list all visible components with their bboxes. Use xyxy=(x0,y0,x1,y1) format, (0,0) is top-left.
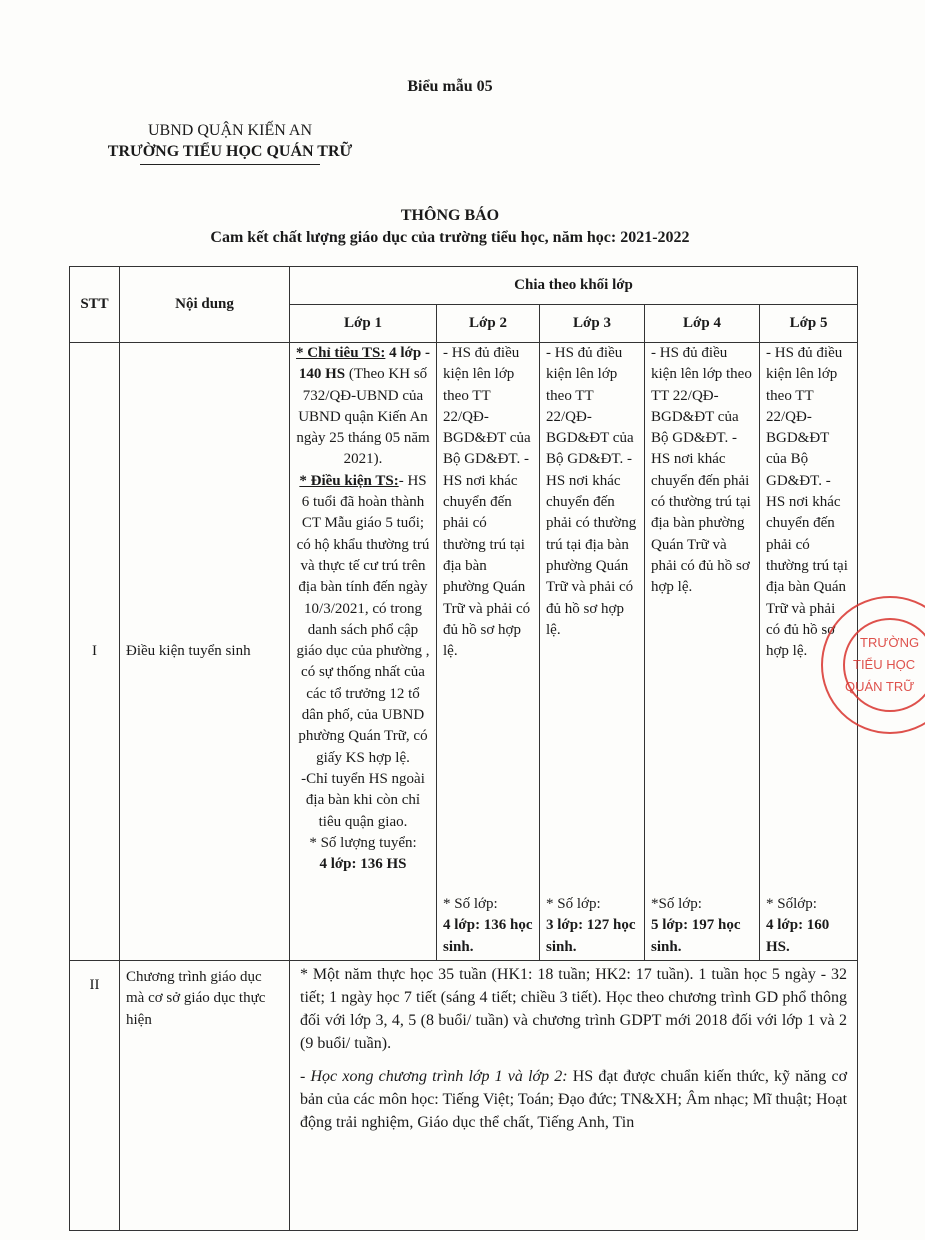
header-grade-2: Lớp 2 xyxy=(437,305,540,343)
grade-4-count-value: 5 lớp: 197 học sinh. xyxy=(651,917,741,955)
row1-grade-3 xyxy=(540,343,645,961)
title-sub: Cam kết chất lượng giáo dục của trường tiểu học, năm học: 2021-2022 xyxy=(210,229,690,246)
outside-area-note: -Chỉ tuyển HS ngoài địa bàn khi còn chỉ tiêu quận giao. xyxy=(301,770,425,830)
title-main: THÔNG BÁO xyxy=(400,207,500,224)
curriculum-p2-text: HS đạt được chuẩn kiến thức, kỹ năng cơ bản của các môn học: Tiếng Việt; Toán; Đạo đức; TN&XH; Âm nhạc; Mĩ thuật; Hoạt động trải nghiệm, Giáo dục thể chất, Tiếng Anh, Tin xyxy=(300,1068,848,1131)
document-title xyxy=(0,205,900,249)
grade-3-conditions: - HS đủ điều kiện lên lớp theo TT 22/QĐ-BGD&ĐT của Bộ GD&ĐT. - HS nơi khác chuyển đến phải có thường trú tại địa bàn phường Quán Trữ và phải có đủ hồ sơ hợp lệ. xyxy=(546,345,637,638)
row2-stt: II xyxy=(70,961,120,1231)
quota-label: * Chỉ tiêu TS: xyxy=(296,345,386,361)
enrolled-label: * Số lượng tuyển: xyxy=(309,834,417,851)
table-row-admission xyxy=(70,343,858,961)
row1-stt: I xyxy=(70,343,120,961)
row1-grade-5 xyxy=(760,343,858,961)
row1-content: Điều kiện tuyển sinh xyxy=(120,343,290,961)
form-number: Biểu mẫu 05 xyxy=(407,78,493,95)
header-grade-group: Chia theo khối lớp xyxy=(290,267,858,305)
commitment-table xyxy=(69,266,858,1231)
school-name: TRƯỜNG TIỂU HỌC QUÁN TRỮ xyxy=(107,143,353,160)
curriculum-paragraph-2 xyxy=(300,1065,847,1134)
row2-description xyxy=(290,961,858,1231)
conditions-label: * Điều kiện TS: xyxy=(299,472,399,489)
grade-3-count-value: 3 lớp: 127 học sinh. xyxy=(546,917,636,955)
grade-5-conditions: - HS đủ điều kiện lên lớp theo TT 22/QĐ-BGD&ĐT của Bộ GD&ĐT. - HS nơi khác chuyển đến phải có thường trú tại địa bàn Quán Trữ và phải có đủ hồ sơ hợp lệ. xyxy=(766,345,848,660)
grade-5-count-value: 4 lớp: 160 HS. xyxy=(766,917,830,955)
quota-value: 4 lớp - 140 HS xyxy=(298,345,430,383)
curriculum-paragraph-1: * Một năm thực học 35 tuần (HK1: 18 tuần; HK2: 17 tuần). 1 tuần học 5 ngày - 32 tiết; 1 ngày học 7 tiết (sáng 4 tiết; chiều 3 tiết). Học theo chương trình GD phổ thông đối với lớp 3, 4, 5 (8 buổi/ tuần) và chương trình GDPT mới 2018 đối với lớp 1 và 2 (9 buổi/ tuần). xyxy=(300,966,848,1052)
quota-note: (Theo KH số 732/QĐ-UBND của UBND quận Kiến An ngày 25 tháng 05 năm 2021). xyxy=(296,366,430,468)
grade-3-count-label: * Số lớp: xyxy=(546,896,601,913)
grade-2-conditions: - HS đủ điều kiện lên lớp theo TT 22/QĐ-BGD&ĐT của Bộ GD&ĐT. - HS nơi khác chuyển đến phải có thường trú tại địa bàn phường Quán Trữ và phải có đủ hồ sơ hợp lệ. xyxy=(443,345,531,660)
grade-4-count-label: *Số lớp: xyxy=(651,896,702,913)
header-grade-3: Lớp 3 xyxy=(540,305,645,343)
agency-header xyxy=(80,120,380,165)
conditions-text: - HS 6 tuổi đã hoàn thành CT Mẫu giáo 5 tuổi; có hộ khẩu thường trú và thực tế cư trú trên địa bàn tính đến ngày 10/3/2021, có trong danh sách phổ cập giáo dục của phường , có sự thống nhất của các tổ trưởng 12 tổ dân phố, của UBND phường Quán Trữ, có giấy KS hợp lệ. xyxy=(296,472,430,766)
header-grade-5: Lớp 5 xyxy=(760,305,858,343)
agency-name: UBND QUẬN KIẾN AN xyxy=(148,122,312,139)
stamp-text-3: QUÁN TRỮ xyxy=(845,679,915,694)
header-grade-4: Lớp 4 xyxy=(645,305,760,343)
header-underline xyxy=(140,164,320,165)
row2-content: Chương trình giáo dục mà cơ sở giáo dục thực hiện xyxy=(120,961,290,1231)
enrolled-value: 4 lớp: 136 HS xyxy=(319,856,407,873)
header-grade-1: Lớp 1 xyxy=(290,305,437,343)
stamp-text-1: TRƯỜNG xyxy=(860,635,920,650)
header-content: Nội dung xyxy=(120,267,290,343)
grade-5-count-label: * Sốlớp: xyxy=(766,896,817,913)
grade-2-count-label: * Số lớp: xyxy=(443,896,498,913)
row1-grade-2 xyxy=(437,343,540,961)
grade-4-conditions: - HS đủ điều kiện lên lớp theo TT 22/QĐ-BGD&ĐT của Bộ GD&ĐT. - HS nơi khác chuyển đến phải có thường trú tại địa bàn phường Quán Trữ và phải có đủ hồ sơ hợp lệ. xyxy=(651,345,752,596)
row1-grade-4 xyxy=(645,343,760,961)
header-stt: STT xyxy=(70,267,120,343)
stamp-text-2: TIỂU HỌC xyxy=(853,657,916,672)
grade-2-count-value: 4 lớp: 136 học sinh. xyxy=(443,917,533,955)
row1-grade-1 xyxy=(290,343,437,961)
curriculum-p2-lead: - Học xong chương trình lớp 1 và lớp 2: xyxy=(300,1068,568,1085)
table-row-curriculum xyxy=(70,961,858,1231)
